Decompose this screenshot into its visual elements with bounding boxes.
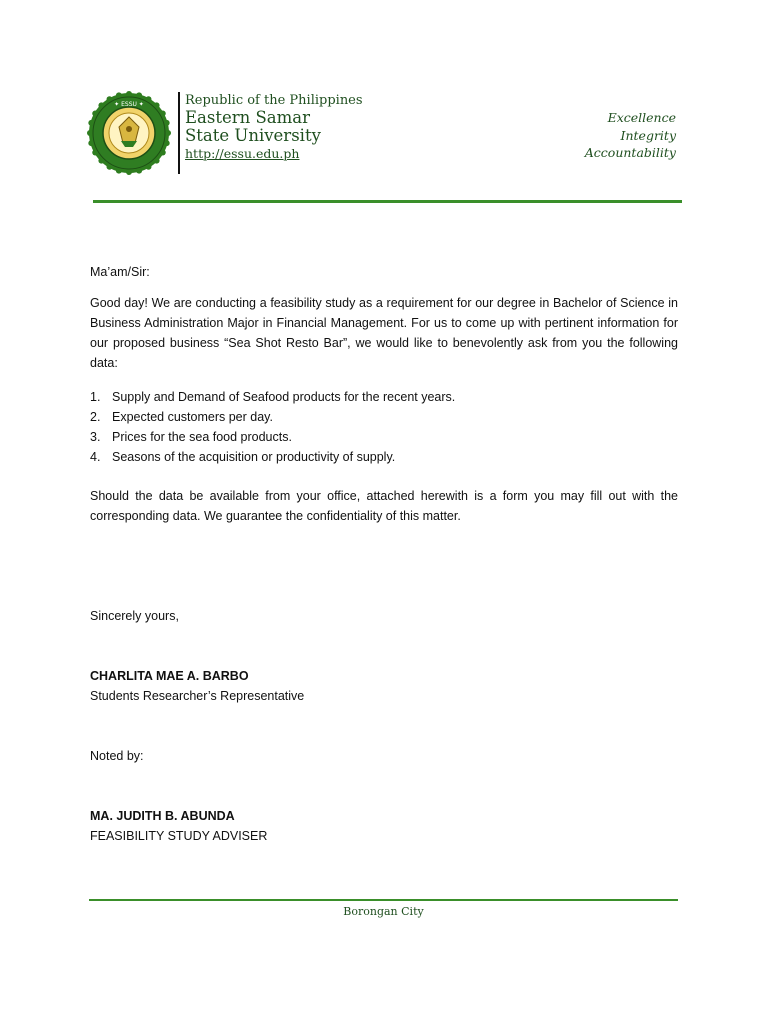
university-seal [87, 91, 171, 175]
signatory-title: Students Researcher’s Representative [90, 689, 305, 703]
requested-data-list [90, 387, 678, 467]
noted-by-label: Noted by: [90, 749, 144, 763]
list-item-text: Supply and Demand of Seafood products for the recent years. [112, 390, 456, 404]
list-item-number: 3. [90, 430, 101, 444]
closing-paragraph: Should the data be available from your office, attached herewith is a form you may fill out with the corresponding data. We guarantee the confidentiality of this matter. [90, 489, 678, 523]
adviser-title: FEASIBILITY STUDY ADVISER [90, 829, 268, 843]
university-name-line2: State University [185, 126, 321, 145]
complimentary-close: Sincerely yours, [90, 609, 179, 623]
footer-city: Borongan City [343, 905, 424, 918]
footer-rule [89, 899, 678, 901]
university-website-link[interactable]: http://essu.edu.ph [185, 146, 300, 161]
letterhead-divider [178, 92, 180, 174]
salutation: Ma’am/Sir: [90, 265, 150, 279]
motto-integrity: Integrity [620, 128, 676, 143]
header-rule [93, 200, 682, 203]
signatory-name: CHARLITA MAE A. BARBO [90, 669, 249, 683]
list-item [90, 447, 678, 467]
motto-excellence: Excellence [607, 110, 676, 125]
list-item-number: 2. [90, 410, 101, 424]
university-name-line1: Eastern Samar [185, 108, 311, 127]
svg-text:✦ ESSU ✦: ✦ ESSU ✦ [114, 101, 144, 108]
list-item-text: Expected customers per day. [112, 410, 273, 424]
list-item-number: 4. [90, 450, 101, 464]
list-item [90, 427, 678, 447]
list-item-number: 1. [90, 390, 101, 404]
list-item [90, 407, 678, 427]
list-item-text: Prices for the sea food products. [112, 430, 292, 444]
list-item [90, 387, 678, 407]
republic-label: Republic of the Philippines [185, 93, 363, 108]
list-item-text: Seasons of the acquisition or productivity of supply. [112, 450, 396, 464]
motto-accountability: Accountability [584, 145, 676, 160]
intro-paragraph: Good day! We are conducting a feasibility study as a requirement for our degree in Bachelor of Science in Business Administration Major in Financial Management. For us to come up with pertinent information for our proposed business “Sea Shot Resto Bar”, we would like to benevolently ask from you the following data: [90, 296, 678, 370]
adviser-name: MA. JUDITH B. ABUNDA [90, 809, 235, 823]
